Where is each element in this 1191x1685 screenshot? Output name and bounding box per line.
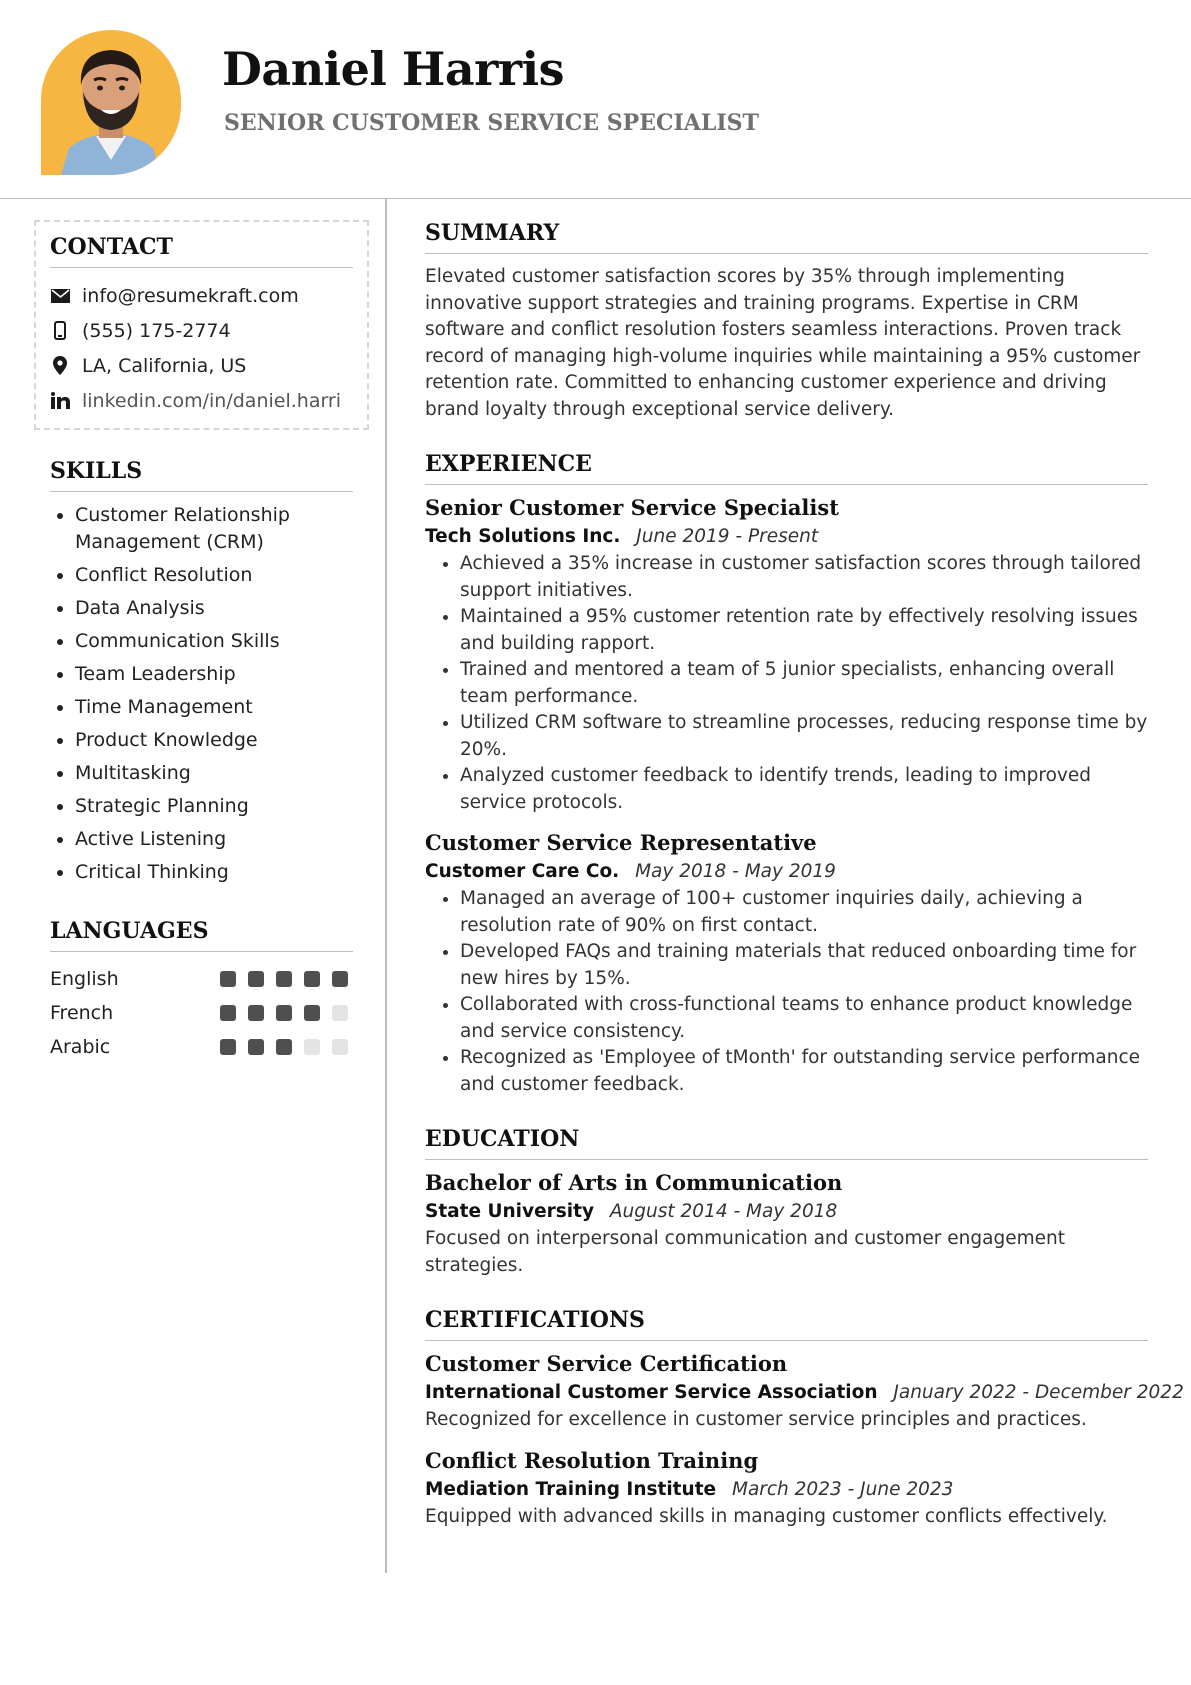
job-bullet: • Analyzed customer feedback to identify trends, leading to improved service protocols.: [460, 763, 1148, 816]
certification-name: Conflict Resolution Training: [425, 1447, 759, 1473]
skill-item: • Communication Skills: [75, 628, 353, 655]
job-bullet: • Recognized as 'Employee of tMonth' for outstanding service performance and customer feedback.: [460, 1045, 1148, 1098]
level-dot-filled: [276, 1005, 292, 1021]
job-bullet: • Utilized CRM software to streamline processes, reducing response time by 20%.: [460, 710, 1148, 763]
envelope-icon: [50, 286, 70, 306]
level-dot-filled: [248, 1039, 264, 1055]
contact-linkedin-text[interactable]: linkedin.com/in/daniel.harri: [82, 389, 342, 412]
language-level-dots: [220, 1005, 348, 1021]
job-bullets: [425, 551, 1148, 816]
education-heading: EDUCATION: [425, 1126, 1148, 1160]
job-meta: [425, 861, 1148, 882]
job-company: Tech Solutions Inc.: [425, 526, 621, 547]
level-dot-filled: [304, 1005, 320, 1021]
experience-heading: EXPERIENCE: [425, 451, 1148, 485]
language-level-dots: [220, 971, 348, 987]
level-dot-filled: [304, 971, 320, 987]
skill-item: • Product Knowledge: [75, 727, 353, 754]
languages-heading: LANGUAGES: [50, 918, 353, 952]
language-row: [50, 962, 353, 996]
certification-entry: [425, 1448, 1148, 1531]
skill-item: • Strategic Planning: [75, 793, 353, 820]
job-entry: [425, 830, 1148, 1098]
degree-title: Bachelor of Arts in Communication: [425, 1170, 843, 1195]
skill-item: • Time Management: [75, 694, 353, 721]
skill-item: • Data Analysis: [75, 595, 353, 622]
certification-issuer: International Customer Service Association: [425, 1382, 878, 1403]
certification-dates: January 2022 - December 2022: [893, 1382, 1184, 1403]
education-meta: [425, 1201, 1148, 1222]
language-row: [50, 1030, 353, 1064]
resume-header: [0, 0, 1191, 199]
skills-heading: SKILLS: [50, 458, 353, 492]
right-column: [425, 220, 1184, 1558]
certification-dates: March 2023 - June 2023: [731, 1478, 954, 1500]
contact-email: [50, 278, 353, 313]
profile-photo: [41, 30, 181, 175]
certification-name: Customer Service Certification: [425, 1351, 788, 1376]
education-dates: August 2014 - May 2018: [609, 1201, 838, 1222]
contact-email-text[interactable]: info@resumekraft.com: [82, 284, 299, 307]
skill-item: • Active Listening: [75, 826, 353, 853]
skill-item: • Team Leadership: [75, 661, 353, 688]
certification-meta: [425, 1382, 1184, 1403]
level-dot-filled: [248, 1005, 264, 1021]
certification-meta: [425, 1479, 1148, 1500]
language-name: English: [50, 968, 119, 990]
certifications-heading: CERTIFICATIONS: [425, 1307, 1148, 1341]
contact-phone-text: (555) 175-2774: [82, 319, 231, 342]
summary-text: Elevated customer satisfaction scores by 35% through implementing innovative support strategies and training programs. Expertise in CRM software and conflict resolution fosters seamless interactions. Proven track record of managing high-volume inquiries while maintaining a 95% customer retention rate. Committed to enhancing customer experience and driving brand loyalty through exceptional service delivery.: [425, 266, 1141, 420]
certification-issuer: Mediation Training Institute: [425, 1478, 717, 1500]
level-dot-filled: [248, 971, 264, 987]
language-name: Arabic: [50, 1036, 111, 1058]
skill-item: • Customer Relationship Management (CRM): [75, 502, 353, 556]
skills-section: [34, 458, 369, 886]
job-dates: May 2018 - May 2019: [635, 861, 836, 882]
education-section: [425, 1126, 1148, 1279]
level-dot-filled: [220, 1005, 236, 1021]
language-row: [50, 996, 353, 1030]
level-dot-empty: [332, 1005, 348, 1021]
job-entry: [425, 495, 1148, 816]
candidate-name: Daniel Harris: [222, 42, 564, 96]
level-dot-empty: [304, 1039, 320, 1055]
skill-item: • Multitasking: [75, 760, 353, 787]
avatar-illustration: [41, 30, 181, 175]
job-bullet: • Maintained a 95% customer retention rate by effectively resolving issues and building rapport.: [460, 604, 1148, 657]
level-dot-filled: [220, 1039, 236, 1055]
job-title: Customer Service Representative: [425, 830, 817, 855]
contact-location: [50, 348, 353, 383]
level-dot-filled: [332, 971, 348, 987]
job-bullet: • Developed FAQs and training materials that reduced onboarding time for new hires by 15%.: [460, 939, 1148, 992]
phone-icon: [50, 321, 70, 341]
certification-description: Recognized for excellence in customer service principles and practices.: [425, 1409, 1087, 1430]
left-column: [34, 220, 369, 1064]
experience-section: [425, 451, 1148, 1098]
candidate-title: SENIOR CUSTOMER SERVICE SPECIALIST: [224, 110, 759, 136]
certifications-section: [425, 1307, 1184, 1530]
languages-section: [34, 918, 369, 1064]
job-company: Customer Care Co.: [425, 861, 620, 882]
job-title: Senior Customer Service Specialist: [425, 495, 839, 520]
column-divider: [385, 198, 387, 1573]
language-level-dots: [220, 1039, 348, 1055]
contact-heading: CONTACT: [50, 234, 353, 268]
contact-linkedin: [50, 383, 353, 418]
summary-heading: SUMMARY: [425, 220, 1148, 254]
job-meta: [425, 526, 1148, 547]
job-dates: June 2019 - Present: [636, 526, 819, 547]
location-pin-icon: [50, 356, 70, 376]
school-name: State University: [425, 1201, 595, 1222]
level-dot-empty: [332, 1039, 348, 1055]
summary-section: [425, 220, 1148, 423]
education-description: Focused on interpersonal communication and customer engagement strategies.: [425, 1228, 1065, 1276]
contact-location-text: LA, California, US: [82, 354, 247, 377]
skills-list: [50, 502, 353, 886]
job-bullet: • Collaborated with cross-functional teams to enhance product knowledge and service consistency.: [460, 992, 1148, 1045]
job-bullet: • Achieved a 35% increase in customer satisfaction scores through tailored support initiatives.: [460, 551, 1148, 604]
education-entry: [425, 1170, 1148, 1279]
language-name: French: [50, 1002, 114, 1024]
certification-entry: [425, 1351, 1184, 1434]
level-dot-filled: [276, 1039, 292, 1055]
contact-section: [34, 220, 369, 430]
skill-item: • Critical Thinking: [75, 859, 353, 886]
job-bullet: • Trained and mentored a team of 5 junior specialists, enhancing overall team performance.: [460, 657, 1148, 710]
job-bullets: [425, 886, 1148, 1098]
certification-description: Equipped with advanced skills in managing customer conflicts effectively.: [425, 1505, 1108, 1527]
job-bullet: • Managed an average of 100+ customer inquiries daily, achieving a resolution rate of 90% on first contact.: [460, 886, 1148, 939]
level-dot-filled: [276, 971, 292, 987]
linkedin-icon: [50, 391, 70, 411]
level-dot-filled: [220, 971, 236, 987]
contact-phone: [50, 313, 353, 348]
skill-item: • Conflict Resolution: [75, 562, 353, 589]
